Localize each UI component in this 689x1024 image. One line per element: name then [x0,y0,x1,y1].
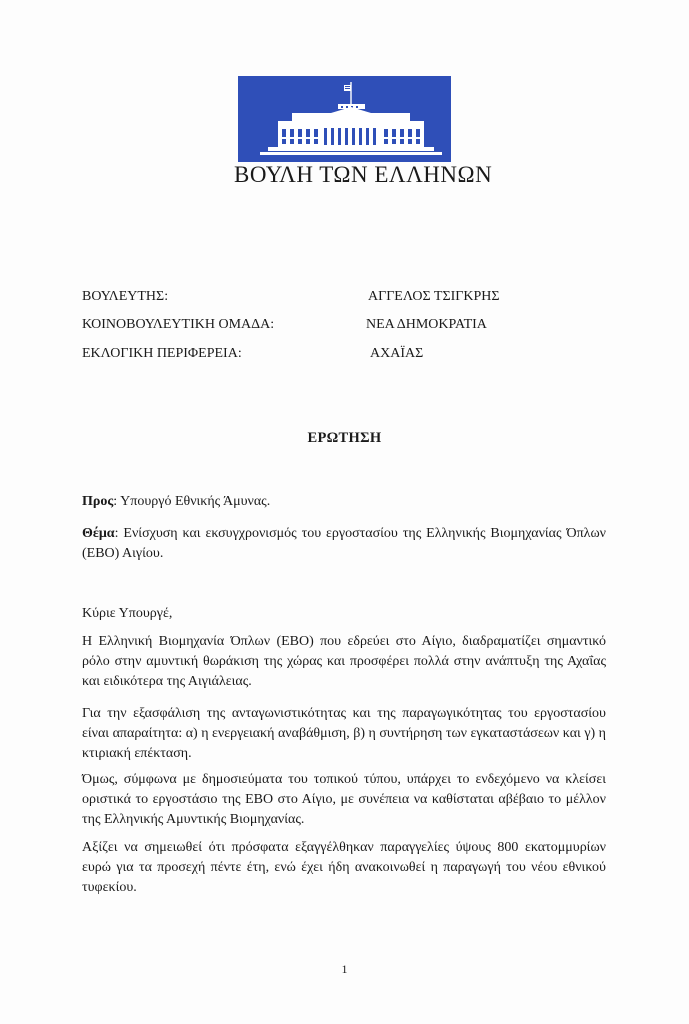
paragraph-2: Για την εξασφάλιση της ανταγωνιστικότητας και της παραγωγικότητας του εργοστασίου είναι απαραίτητα: α) η ενεργειακή αναβάθμιση, β) η συντήρηση των εγκαταστάσεων και γ) η κτιριακή επέκταση. [82,706,606,761]
parliament-logo [234,76,493,194]
mp-row [82,287,622,307]
paragraph-1: Η Ελληνική Βιομηχανία Όπλων (ΕΒΟ) που εδρεύει στο Αίγιο, διαδραματίζει σημαντικό ρόλο στην αμυντική θωράκιση της χώρας και προσφέρει πολλά στην ανάπτυξη της Αχαΐας και ειδικότερα της Αιγιάλειας. [82,634,606,689]
logo-text: ΒΟΥΛΗ ΤΩΝ ΕΛΛΗΝΩΝ [234,162,493,187]
group-value: ΝΕΑ ΔΗΜΟΚΡΑΤΙΑ [366,317,487,332]
district-value: ΑΧΑΪΑΣ [370,346,424,361]
paragraph-3: Όμως, σύμφωνα με δημοσιεύματα του τοπικού τύπου, υπάρχει το ενδεχόμενο να κλείσει οριστικά το εργοστάσιο της ΕΒΟ στο Αίγιο, με συνέπεια να καθίσταται αβέβαιο το μέλλον της Ελληνικής Αμυντικής Βιομηχανίας. [82,772,606,827]
group-row [82,315,622,335]
paragraph-4: Αξίζει να σημειωθεί ότι πρόσφατα εξαγγέλθηκαν παραγγελίες ύψους 800 εκατομμυρίων ευρώ για τα προσεχή πέντε έτη, ενώ έχει ήδη ανακοινωθεί η παραγωγή του νέου εθνικού τυφεκίου. [82,840,606,895]
district-row [82,344,622,364]
mp-label: ΒΟΥΛΕΥΤΗΣ: [82,289,169,304]
recipient-label: Προς [82,494,114,509]
document-heading: ΕΡΩΤΗΣΗ [307,430,382,446]
recipient-line [82,492,606,512]
parliament-building-icon [238,76,451,162]
parliament-building-emblem [238,76,451,162]
recipient-text: : Υπουργό Εθνικής Άμυνας. [113,494,271,509]
subject-line [82,524,606,564]
salutation: Κύριε Υπουργέ, [82,606,173,621]
page-number: 1 [341,962,348,976]
subject-label: Θέμα [82,526,115,541]
subject-text: : Ενίσχυση και εκσυγχρονισμός του εργοστασίου της Ελληνικής Βιομηχανίας Όπλων (ΕΒΟ) Αιγίου. [82,526,606,561]
group-label: ΚΟΙΝΟΒΟΥΛΕΥΤΙΚΗ ΟΜΑΔΑ: [82,317,275,332]
mp-value: ΑΓΓΕΛΟΣ ΤΣΙΓΚΡΗΣ [368,289,500,304]
district-label: ΕΚΛΟΓΙΚΗ ΠΕΡΙΦΕΡΕΙΑ: [82,346,242,361]
